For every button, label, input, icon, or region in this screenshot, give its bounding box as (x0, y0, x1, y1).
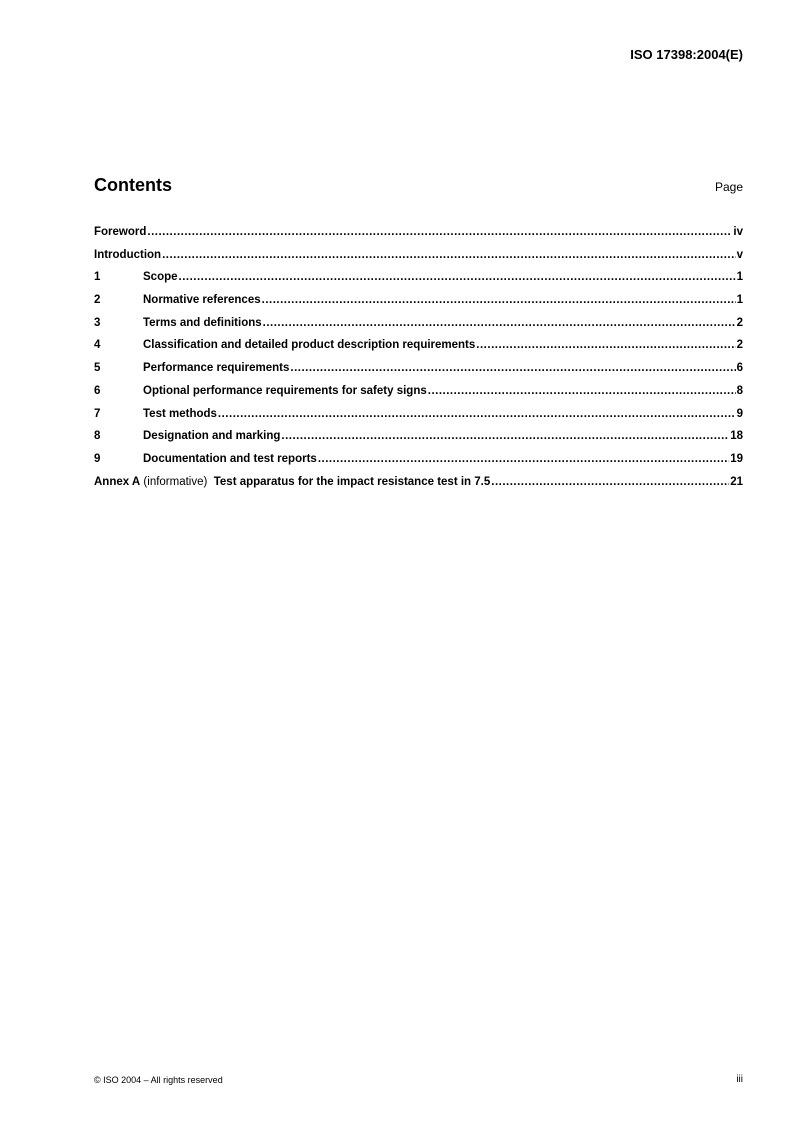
toc-entry-clause-2[interactable] (94, 294, 743, 317)
toc-dot-leader (218, 408, 736, 420)
toc-entry-page: 1 (736, 271, 743, 284)
toc-dot-leader (428, 385, 736, 397)
toc-entry-page: 6 (736, 362, 743, 375)
toc-entry-clause-4[interactable] (94, 339, 743, 362)
toc-annex-qualifier: (informative) (140, 475, 211, 488)
toc-entry-title: Documentation and test reports (143, 452, 317, 465)
table-of-contents (94, 226, 743, 498)
toc-entry-clause-7[interactable] (94, 408, 743, 431)
toc-entry-clause-1[interactable] (94, 271, 743, 294)
toc-entry-clause-8[interactable] (94, 430, 743, 453)
toc-dot-leader (281, 430, 729, 442)
toc-entry-page: 19 (730, 452, 743, 465)
toc-annex-heading (94, 476, 490, 488)
toc-entry-page: 8 (736, 384, 743, 397)
toc-entry-number: 5 (94, 362, 101, 375)
toc-entry-introduction[interactable] (94, 249, 743, 272)
toc-entry-number: 9 (94, 452, 101, 465)
contents-heading: Contents (94, 175, 172, 195)
toc-entry-title: Terms and definitions (143, 316, 262, 329)
toc-entry-number: 2 (94, 294, 101, 307)
toc-annex-label: Annex A (94, 475, 141, 488)
document-id: ISO 17398:2004(E) (630, 47, 743, 62)
page-number: iii (736, 1074, 743, 1085)
toc-dot-leader (179, 271, 736, 283)
toc-entry-page: v (736, 248, 743, 261)
toc-entry-page: 21 (730, 475, 743, 488)
toc-entry-title: Performance requirements (143, 362, 290, 375)
toc-entry-clause-6[interactable] (94, 385, 743, 408)
toc-entry-title: Optional performance requirements for safety signs (143, 384, 427, 397)
toc-entry-page: 18 (730, 430, 743, 443)
toc-dot-leader (290, 362, 735, 374)
toc-entry-clause-9[interactable] (94, 453, 743, 476)
toc-entry-title: Test methods (143, 407, 217, 420)
toc-dot-leader (263, 317, 736, 329)
toc-dot-leader (318, 453, 729, 465)
toc-entry-page: 9 (736, 407, 743, 420)
toc-entry-foreword[interactable] (94, 226, 743, 249)
toc-entry-number: 7 (94, 407, 101, 420)
toc-dot-leader (147, 226, 732, 238)
toc-entry-title: Normative references (143, 294, 261, 307)
toc-entry-annex-a[interactable] (94, 476, 743, 499)
copyright-notice: © ISO 2004 – All rights reserved (94, 1075, 223, 1085)
toc-entry-number: 8 (94, 430, 101, 443)
toc-entry-title: Foreword (94, 226, 147, 238)
toc-entry-number: 3 (94, 316, 101, 329)
page-column-label: Page (714, 180, 743, 194)
toc-entry-number: 6 (94, 384, 101, 397)
toc-entry-clause-5[interactable] (94, 362, 743, 385)
toc-entry-page: 2 (736, 339, 743, 352)
toc-dot-leader (476, 339, 735, 351)
toc-dot-leader (491, 476, 729, 488)
toc-dot-leader (262, 294, 736, 306)
toc-entry-clause-3[interactable] (94, 317, 743, 340)
toc-entry-page: 2 (736, 316, 743, 329)
toc-entry-page: 1 (736, 294, 743, 307)
toc-entry-number: 4 (94, 339, 101, 352)
toc-entry-title: Designation and marking (143, 430, 281, 443)
toc-annex-title: Test apparatus for the impact resistance test in 7.5 (210, 475, 491, 488)
toc-entry-number: 1 (94, 271, 101, 284)
toc-entry-title: Scope (143, 271, 178, 284)
toc-entry-title: Introduction (94, 248, 162, 261)
toc-entry-page: iv (733, 226, 743, 238)
toc-entry-title: Classification and detailed product description requirements (143, 339, 476, 352)
toc-dot-leader (162, 249, 736, 261)
